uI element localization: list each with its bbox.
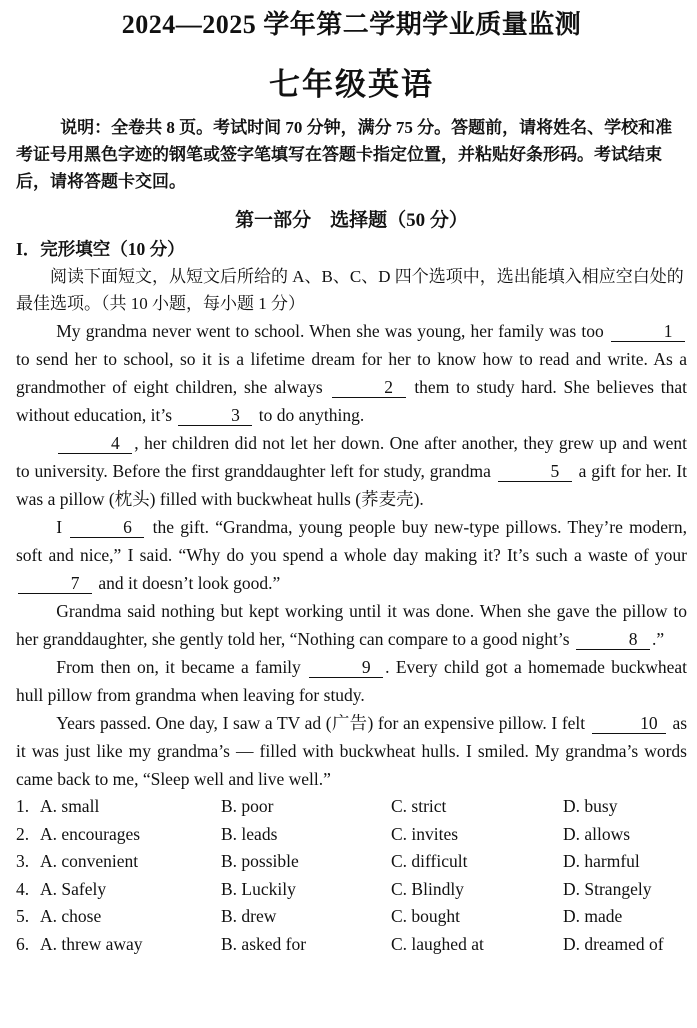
option-b: B. leads (221, 823, 278, 844)
option-a (16, 848, 221, 876)
option-text: A. convenient (40, 851, 139, 871)
blank-3: 3 (178, 405, 252, 426)
option-c: C. Blindly (391, 878, 464, 899)
blank-1: 1 (611, 321, 685, 342)
options-list (16, 793, 687, 958)
passage-text: .” (651, 629, 665, 649)
option-row (16, 876, 687, 904)
section-title: I．完形填空（10 分） (16, 239, 185, 259)
option-text: A. encourages (40, 823, 141, 844)
passage-text: a gift for her. It was a pillow (枕头) filled with buckwheat hulls (荞麦壳). (16, 461, 688, 509)
option-d: D. made (563, 906, 623, 926)
passage-text: , her children did not let her down. One after another, they grew up and went to university. Before the first granddaughter left for study, grandma (16, 433, 687, 481)
blank-4: 4 (58, 433, 132, 454)
option-b: B. drew (221, 906, 277, 926)
option-text: A. small (40, 796, 100, 816)
passage-paragraph (16, 653, 687, 709)
option-row (16, 931, 687, 959)
option-c: C. strict (391, 796, 447, 816)
option-b: B. Luckily (221, 878, 296, 899)
passage-text: My grandma never went to school. When she was young, her family was too (56, 321, 604, 341)
option-row (16, 848, 687, 876)
blank-10: 10 (592, 713, 666, 734)
option-d: D. allows (563, 823, 631, 844)
option-c: C. bought (391, 906, 461, 926)
option-a (16, 903, 221, 931)
passage-paragraph (16, 429, 687, 513)
passage-paragraph (16, 597, 687, 653)
option-row (16, 903, 687, 931)
option-row (16, 793, 687, 821)
exam-notes: 说明：全卷共 8 页。考试时间 70 分钟，满分 75 分。答题前，请将姓名、学校和准考证号用黑色字迹的钢笔或签字笔填写在答题卡指定位置，并粘贴好条形码。考试结束后，请将答题卡交回。 (16, 118, 673, 191)
option-d: D. harmful (563, 851, 640, 871)
passage-text: and it doesn’t look good.” (98, 573, 281, 593)
question-number: 5. (16, 906, 30, 926)
subject-title: 七年级英语 (269, 67, 434, 102)
exam-page (0, 4, 697, 1028)
passage-text: as it was just like my grandma’s — filled with buckwheat hulls. I smiled. My grandma’s words came back to me, “Sleep well and live well.” (16, 713, 688, 789)
blank-5: 5 (498, 461, 572, 482)
blank-9: 9 (309, 657, 383, 678)
passage-text: the gift. “Grandma, young people buy new-type pillows. They’re modern, soft and nice,” I said. “Why do you spend a whole day making it? It’s such a waste of your (16, 517, 688, 565)
exam-title: 2024—2025 学年第二学期学业质量监测 (121, 10, 582, 39)
part-title: 第一部分 选择题（50 分） (235, 210, 468, 231)
option-a (16, 821, 221, 849)
passage-text: to send her to school, so it is a lifetime dream for her to know how to read and write. As a grandmother of eight children, she always (16, 349, 687, 397)
option-text: A. chose (40, 906, 102, 926)
question-number: 6. (16, 933, 30, 954)
option-a (16, 931, 221, 959)
option-row (16, 821, 687, 849)
question-number: 1. (16, 796, 30, 816)
option-b: B. possible (221, 851, 299, 871)
passage-text: From then on, it became a family (56, 657, 301, 677)
passage-paragraph (16, 317, 687, 429)
option-c: C. difficult (391, 851, 468, 871)
passage-paragraph (16, 709, 687, 793)
option-d: D. busy (563, 796, 618, 816)
option-b: B. asked for (221, 933, 307, 954)
option-d: D. dreamed of (563, 933, 664, 954)
passage-text: them to study hard. She believes that without education, it’s (16, 377, 688, 425)
option-text: A. Safely (40, 878, 107, 899)
question-number: 4. (16, 878, 30, 899)
passage-paragraph (16, 513, 687, 597)
passage-text: Grandma said nothing but kept working until it was done. When she gave the pillow to her granddaughter, she gently told her, “Nothing can compare to a good night’s (16, 601, 687, 649)
blank-6: 6 (70, 517, 144, 538)
passage-text: . Every child got a homemade buckwheat hull pillow from grandma when leaving for study. (16, 657, 688, 705)
blank-8: 8 (576, 629, 650, 650)
question-number: 2. (16, 823, 30, 844)
option-a (16, 876, 221, 904)
option-c: C. invites (391, 823, 459, 844)
option-text: A. threw away (40, 933, 143, 954)
blank-7: 7 (18, 573, 92, 594)
passage-text: to do anything. (258, 405, 365, 425)
option-b: B. poor (221, 796, 274, 816)
question-number: 3. (16, 851, 30, 871)
passage-text: Years passed. One day, I saw a TV ad (广告) for an expensive pillow. I felt (56, 713, 586, 733)
section-instructions: 阅读下面短文，从短文后所给的 A、B、C、D 四个选项中，选出能填入相应空白处的最佳选项。（共 10 小题，每小题 1 分） (16, 267, 684, 313)
option-c: C. laughed at (391, 933, 484, 954)
option-a (16, 793, 221, 821)
option-d: D. Strangely (563, 878, 652, 899)
blank-2: 2 (332, 377, 406, 398)
passage-text: I (56, 517, 63, 537)
